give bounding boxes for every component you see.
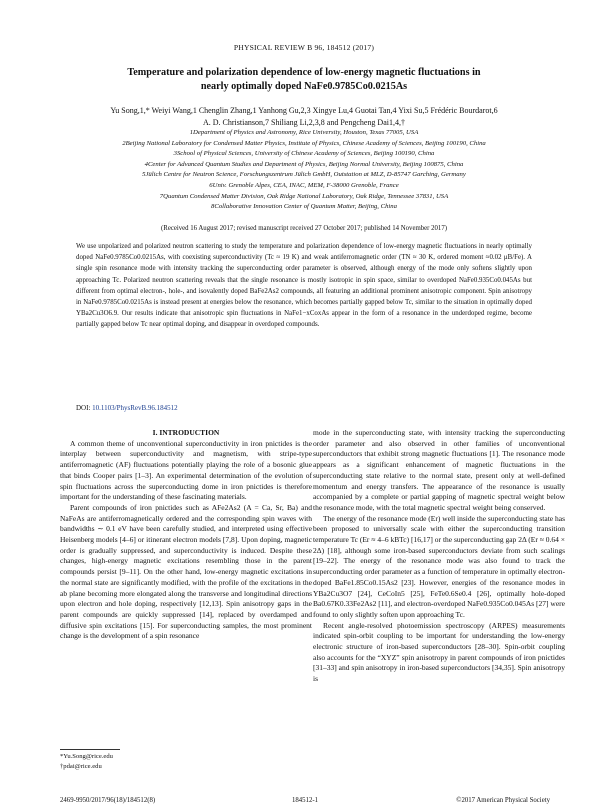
title-line-1: Temperature and polarization dependence of low-energy magnetic fluctuations in: [127, 67, 481, 78]
section-heading: I. INTRODUCTION: [152, 428, 220, 437]
footnote-email[interactable]: *Yu.Song@rice.edu: [60, 753, 113, 760]
affiliation: 8Collaborative Innovation Center of Quantum Matter, Beijing, China: [211, 203, 397, 211]
affiliation: 3School of Physical Sciences, University of Chinese Academy of Sciences, Beijing 100190, China: [173, 150, 435, 158]
abstract: We use unpolarized and polarized neutron scattering to study the temperature and polarization dependence of low-energy magnetic fluctuations in nearly optimally doped NaFe0.9785Co0.0215As, with coexisting superconductivity (Tc ≈ 19 K) and weak antiferromagnetic order (TN ≈ 30 K, ordered moment ≈0.02 μB/Fe). A single spin resonance mode with intensity tracking the superconducting order parameter is observed, although energy of the mode only softens slightly upon approaching Tc. Polarized neutron scattering reveals that the single resonance is mostly isotropic in spin space, similar to overdoped NaFe0.935Co0.045As but different from optimal electron-, hole-, and isovalently doped BaFe2As2 compounds, all featuring an additional prominent anisotropic component. Spin anisotropy in NaFe0.9785Co0.0215As is instead present at energies below the resonance, which becomes partially gapped below Tc, similar to the situation in optimally doped YBa2Cu3O6.9. Our results indicate that anisotropic spin fluctuations in NaFe1−xCoxAs appear in the form of a resonance in the underdoped regime, become partially gapped below Tc near optimal doping, and disappear in overdoped compounds.: [76, 243, 532, 329]
title-line-2: nearly optimally doped NaFe0.9785Co0.0215As: [200, 80, 408, 92]
author-line-2: A. D. Christianson,7 Shiliang Li,2,3,8 and Pengcheng Dai1,4,†: [203, 117, 405, 127]
footnote-divider: [60, 749, 120, 750]
received-dates: (Received 16 August 2017; revised manuscript received 27 October 2017; published 14 November 2017): [161, 225, 447, 232]
journal-header: PHYSICAL REVIEW B 96, 184512 (2017): [233, 43, 375, 52]
paragraph: mode in the superconducting state, with intensity tracking the superconducting order parameter and also observed in other families of unconventional superconductors that exhibit strong magnetic fluctuations [1]. The resonance mode appears as a significant enhancement of magnetic fluctuations in the superconducting state relative to the normal state, present only at well-defined momentum and energy transfers. The appearance of the resonance is usually accompanied by a complete or partial gapping of magnetic spectral weight below the resonance mode, with the total magnetic spectral weight being conserved.: [313, 428, 565, 512]
affiliation: 4Center for Advanced Quantum Studies and Department of Physics, Beijing Normal University, Beijing 100875, China: [144, 160, 464, 168]
affiliations: [30, 128, 578, 213]
doi-link[interactable]: 10.1103/PhysRevB.96.184512: [92, 404, 178, 412]
footnote-email[interactable]: †pdai@rice.edu: [60, 762, 102, 770]
paragraph: A common theme of unconventional superconductivity in iron pnictides is the interplay between superconductivity and magnetism, with stripe-type antiferromagnetic (AF) fluctuations potentially playing the role of a bosonic glue that binds Cooper pairs [1–3]. An experimental determination of the evolution of spin fluctuations across the superconducting dome in iron pnictides is therefore important for the understanding of these fascinating materials.: [60, 438, 312, 502]
paragraph: Parent compounds of iron pnictides such as AFe2As2 (A = Ca, Sr, Ba) and NaFeAs are antiferromagnetically ordered and the corresponding spin waves with bandwidths ∼ 0.1 eV have been carefully studied, and interpreted using effective Heisenberg models [4–6] or itinerant electron models [7,8]. Upon doping, magnetic order is gradually suppressed, and superconductivity is induced. Despite these changes, high-energy magnetic excitations resembling those in the parent compounds persist [9–11]. On the other hand, low-energy magnetic excitations in the normal state are significantly modified, with the profile of the excitations in the ab plane becoming more elongated along the transverse and longitudinal directions upon electron and hole doping, respectively [12,13]. Spin anisotropy gaps in the parent compounds are quickly suppressed [14], replaced by overdamped and diffusive spin excitations [15]. For superconducting samples, the most prominent change is the development of a spin resonance: [60, 502, 312, 641]
affiliation: 1Department of Physics and Astronomy, Rice University, Houston, Texas 77005, USA: [189, 129, 419, 136]
right-column: [313, 428, 565, 685]
paragraph: The energy of the resonance mode (Er) well inside the superconducting state has been proposed to universally scale with either the superconducting transition temperature Tc (Er ≈ 4–6 kBTc) [16,17] or the superconducting gap 2Δ (Er ≈ 0.64 × 2Δ) [18], although some iron-based superconductors deviate from such scalings [19–22]. The energy of the resonance mode was also found to track the superconducting order parameter as a function of temperature in optimally electron-doped BaFe1.85Co0.15As2 [23]. However, energies of the resonance modes in YBa2Cu3O7 [24], CeCoIn5 [25], FeTe0.6Se0.4 [26], optimally hole-doped Ba0.67K0.33Fe2As2 [11], and electron-overdoped NaFe0.935Co0.045As [27] were found to only slightly soften upon approaching Tc.: [313, 513, 565, 619]
paper-title: [60, 66, 548, 93]
doi-prefix: DOI:: [76, 404, 93, 412]
footer-page-number: 184512-1: [291, 797, 319, 804]
affiliation: 6Univ. Grenoble Alpes, CEA, INAC, MEM, F-38000 Grenoble, France: [209, 181, 399, 189]
paragraph: Recent angle-resolved photoemission spectroscopy (ARPES) measurements indicated spin-orbit coupling to be important for understanding the low-energy electronic structure of iron-based superconductors [28–30]. Spin-orbit coupling also accounts for the “XYZ” spin anisotropy in parent compounds of iron pnictides [31–33] and spin anisotropy in iron-based superconductors [34,35]. Spin anisotropy is: [313, 620, 565, 684]
affiliation: 5Jülich Centre for Neutron Science, Forschungszentrum Jülich GmbH, Outstation at MLZ, D-85747 Garching, Germany: [142, 171, 466, 179]
footer-issn: 2469-9950/2017/96(18)/184512(8): [60, 797, 156, 804]
doi-line: [76, 404, 178, 412]
footnotes: [60, 752, 113, 772]
author-line-1: Yu Song,1,* Weiyi Wang,1 Chenglin Zhang,1 Yanhong Gu,2,3 Xingye Lu,4 Guotai Tan,4 Yixi Su,5 Frédéric Bourdarot,6: [110, 106, 498, 115]
affiliation: 2Beijing National Laboratory for Condensed Matter Physics, Institute of Physics, Chinese Academy of Sciences, Beijing 100190, China: [122, 139, 486, 147]
affiliation: 7Quantum Condensed Matter Division, Oak Ridge National Laboratory, Oak Ridge, Tennessee 37831, USA: [159, 192, 449, 200]
left-column: [60, 428, 312, 642]
author-list: [30, 105, 578, 128]
footer-copyright: ©2017 American Physical Society: [456, 797, 550, 804]
